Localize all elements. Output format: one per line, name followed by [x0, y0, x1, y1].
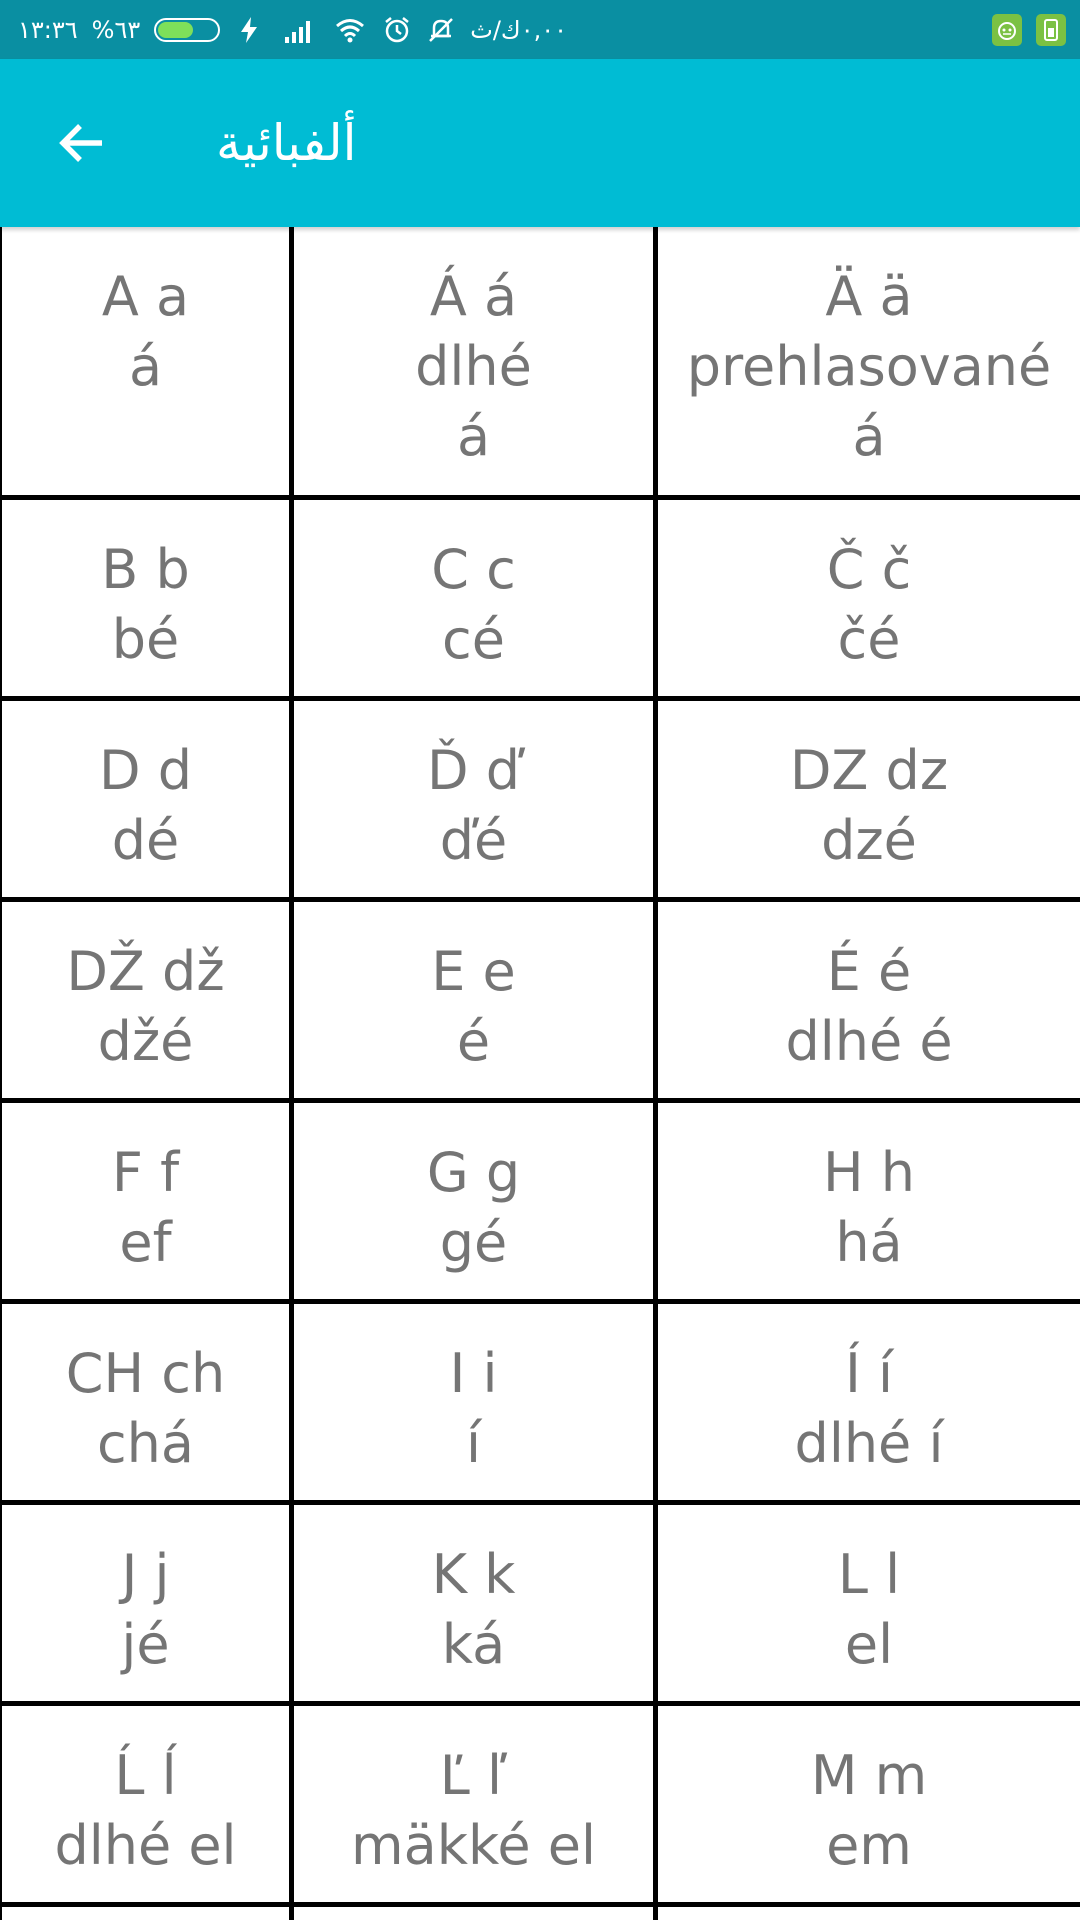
letter-cell[interactable] [294, 1304, 653, 1500]
letter-cell[interactable] [294, 1706, 653, 1902]
letter-glyph: DZ dz [789, 739, 949, 802]
letter-glyph: Ĺ ĺ [114, 1744, 177, 1807]
letter-glyph: I i [449, 1342, 498, 1405]
letter-name: dzé [821, 809, 917, 872]
alphabet-grid [0, 227, 1080, 1920]
letter-glyph: B b [101, 538, 190, 601]
letter-name: é [456, 1010, 491, 1073]
letter-glyph: Ľ ľ [439, 1744, 508, 1807]
letter-cell[interactable] [658, 701, 1080, 897]
battery-level-fill [158, 22, 193, 38]
letter-cell[interactable] [294, 227, 653, 495]
letter-cell[interactable] [294, 500, 653, 696]
letter-cell[interactable] [658, 227, 1080, 495]
status-bar [0, 0, 1080, 59]
letter-cell[interactable] [2, 1304, 289, 1500]
letter-name: chá [96, 1412, 194, 1475]
letter-name: dlhé el [54, 1814, 237, 1877]
letter-glyph: Č č [826, 538, 912, 601]
letter-cell[interactable] [2, 1706, 289, 1902]
letter-cell[interactable] [294, 902, 653, 1098]
letter-name: čé [837, 608, 901, 671]
letter-glyph: CH ch [65, 1342, 226, 1405]
letter-cell-partial[interactable] [294, 1907, 653, 1920]
letter-name: gé [439, 1211, 508, 1274]
letter-name: dlhé í [794, 1412, 944, 1475]
letter-glyph: G g [426, 1141, 521, 1204]
letter-glyph: É é [826, 940, 912, 1003]
letter-name: bé [111, 608, 180, 671]
letter-glyph: Ä ä [825, 265, 913, 328]
letter-glyph: L l [837, 1543, 901, 1606]
letter-name: ďé [439, 809, 508, 872]
app-bar [0, 59, 1080, 227]
letter-cell[interactable] [294, 701, 653, 897]
letter-cell-partial[interactable] [658, 1907, 1080, 1920]
letter-name: em [826, 1814, 912, 1877]
letter-glyph: A a [101, 265, 190, 328]
letter-cell[interactable] [658, 1505, 1080, 1701]
letter-glyph: F f [111, 1141, 180, 1204]
arrow-back-icon [54, 115, 110, 171]
page-title: ألفبائية [216, 114, 357, 172]
letter-cell[interactable] [658, 902, 1080, 1098]
letter-cell[interactable] [2, 227, 289, 495]
alarm-icon [382, 15, 412, 45]
letter-cell[interactable] [2, 500, 289, 696]
letter-cell[interactable] [294, 1103, 653, 1299]
letter-cell[interactable] [2, 902, 289, 1098]
letter-cell[interactable] [658, 500, 1080, 696]
letter-name: jé [121, 1613, 170, 1676]
battery-icon [154, 18, 220, 42]
letter-glyph: H h [823, 1141, 915, 1204]
letter-glyph: J j [121, 1543, 170, 1606]
letter-cell[interactable] [2, 1505, 289, 1701]
letter-name: ká [441, 1613, 506, 1676]
letter-cell[interactable] [2, 1103, 289, 1299]
letter-name: dlhé á [415, 335, 532, 468]
letter-glyph: DŽ dž [66, 940, 225, 1003]
signal-icon [278, 15, 318, 45]
letter-cell[interactable] [658, 1103, 1080, 1299]
back-button[interactable] [44, 105, 120, 181]
letter-cell[interactable] [294, 1505, 653, 1701]
app-notification-icon [992, 14, 1022, 46]
charging-icon [234, 15, 264, 45]
letter-name: džé [97, 1010, 194, 1073]
letter-glyph: Í í [844, 1342, 894, 1405]
wifi-icon [332, 15, 368, 45]
letter-cell[interactable] [2, 701, 289, 897]
battery-notification-icon [1036, 14, 1066, 46]
silent-icon [426, 15, 456, 45]
status-left-group [18, 0, 567, 59]
letter-glyph: Á á [429, 265, 518, 328]
letter-cell[interactable] [658, 1706, 1080, 1902]
status-right-group [992, 0, 1066, 59]
letter-name: cé [442, 608, 505, 671]
letter-cell-partial[interactable] [2, 1907, 289, 1920]
letter-name: prehlasované á [686, 335, 1052, 468]
battery-percent: %٦٣ [91, 15, 141, 44]
letter-name: ef [119, 1211, 172, 1274]
letter-glyph: Ď ď [426, 739, 521, 802]
status-time: ١٣:٣٦ [18, 15, 78, 44]
face-icon [996, 19, 1018, 41]
letter-glyph: D d [98, 739, 193, 802]
letter-name: dlhé é [785, 1010, 953, 1073]
letter-glyph: K k [431, 1543, 516, 1606]
phone-battery-icon [1042, 18, 1060, 42]
letter-name: dé [111, 809, 180, 872]
letter-name: á [128, 335, 163, 398]
letter-cell[interactable] [658, 1304, 1080, 1500]
letter-name: í [465, 1412, 481, 1475]
letter-glyph: C c [431, 538, 516, 601]
letter-name: há [835, 1211, 903, 1274]
letter-name: el [844, 1613, 894, 1676]
data-rate: ٠,٠٠ك/ث [470, 15, 568, 44]
letter-name: mäkké el [351, 1814, 596, 1877]
letter-glyph: M m [810, 1744, 928, 1807]
letter-glyph: E e [431, 940, 516, 1003]
